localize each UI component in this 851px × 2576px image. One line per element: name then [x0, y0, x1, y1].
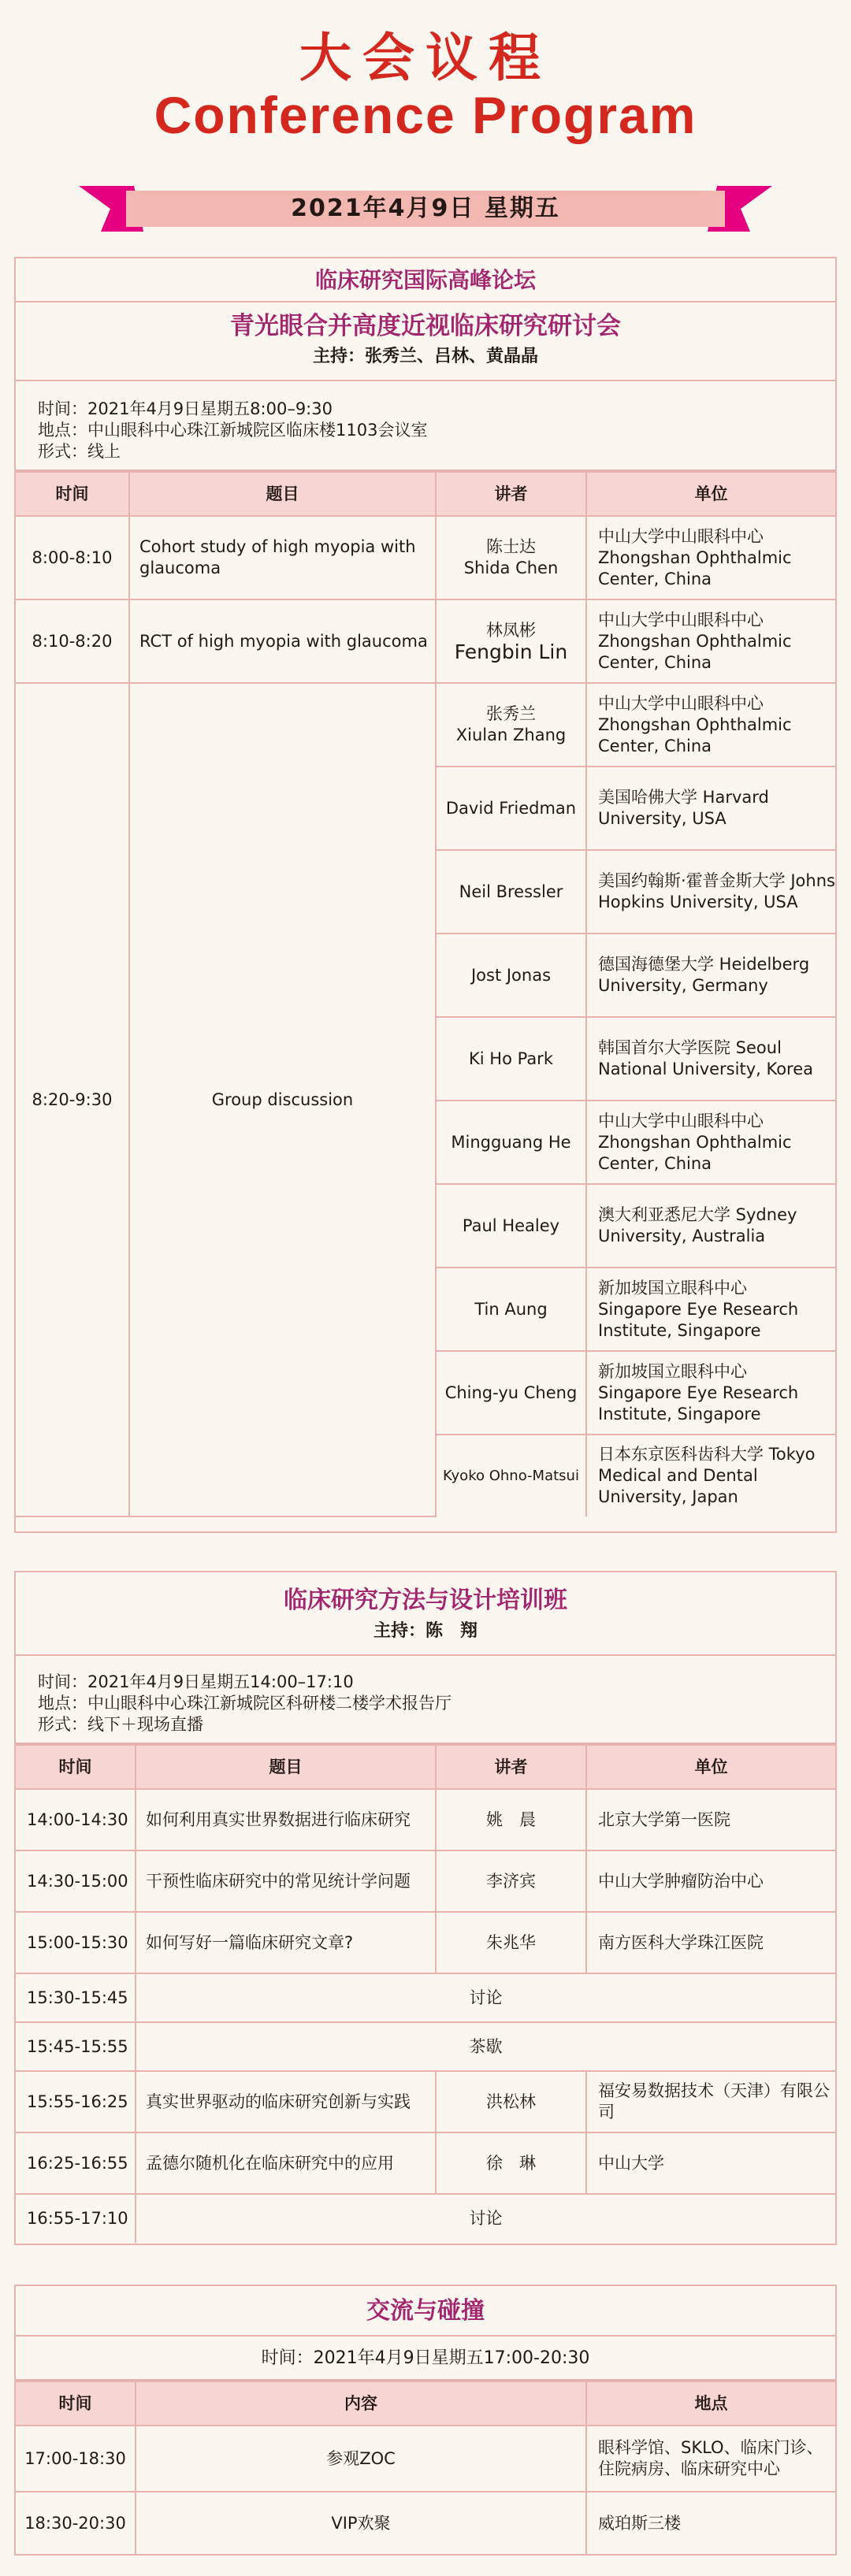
row-speaker: 姚 晨 [436, 1789, 586, 1850]
col-content: 内容 [136, 2381, 586, 2426]
table-row [16, 599, 835, 683]
row-unit: 日本东京医科齿科大学 Tokyo Medical and Dental University, Japan [586, 1435, 835, 1516]
row-unit: 福安易数据技术（天津）有限公司 [586, 2071, 835, 2132]
row-unit: 中山大学 [586, 2132, 835, 2194]
row-speaker: Ki Ho Park [436, 1017, 586, 1101]
row-unit: 韩国首尔大学医院 Seoul National University, Korea [586, 1017, 835, 1101]
course-heading [16, 1572, 835, 1656]
row-activity: 讨论 [136, 2194, 835, 2243]
row-speaker: Jost Jonas [436, 934, 586, 1017]
row-unit: 美国约翰斯·霍普金斯大学 Johns Hopkins University, USA [586, 850, 835, 934]
group-time: 8:20-9:30 [16, 683, 129, 1516]
row-unit: 中山大学中山眼科中心 Zhongshan Ophthalmic Center, China [586, 683, 835, 766]
row-content: VIP欢聚 [136, 2492, 586, 2555]
row-speaker: Tin Aung [436, 1268, 586, 1351]
row-time: 17:00-18:30 [16, 2426, 136, 2492]
row-speaker: 徐 琳 [436, 2132, 586, 2194]
course-format: 形式：线下＋现场直播 [38, 1715, 203, 1734]
row-time: 8:10-8:20 [16, 599, 129, 683]
speaker-name-en: Shida Chen [463, 559, 559, 577]
forum-title: 临床研究国际高峰论坛 [16, 258, 835, 303]
table-header-row [16, 1745, 835, 1789]
row-time: 8:00-8:10 [16, 516, 129, 599]
table-row [16, 683, 835, 766]
row-unit: 中山大学中山眼科中心 Zhongshan Ophthalmic Center, China [586, 1101, 835, 1184]
table-header-row [16, 472, 835, 516]
speaker-name-en: Fengbin Lin [454, 640, 568, 663]
session-info [16, 381, 835, 471]
session-format: 形式：线上 [38, 442, 121, 461]
date-ribbon [79, 186, 772, 232]
row-unit: 澳大利亚悉尼大学 Sydney University, Australia [586, 1184, 835, 1268]
row-speaker: 李济宾 [436, 1850, 586, 1912]
row-time: 16:55-17:10 [16, 2194, 136, 2243]
row-topic: 孟德尔随机化在临床研究中的应用 [136, 2132, 436, 2194]
table-row [16, 2492, 835, 2555]
session-time: 时间：2021年4月9日星期五8:00–9:30 [38, 399, 333, 418]
page-header [0, 0, 851, 244]
course-host: 主持：陈 翔 [373, 1621, 478, 1641]
row-place: 威珀斯三楼 [586, 2492, 835, 2555]
row-speaker: Neil Bressler [436, 850, 586, 934]
row-unit: 中山大学肿瘤防治中心 [586, 1850, 835, 1912]
session-title: 青光眼合并高度近视临床研究研讨会 [230, 312, 621, 340]
course-time: 时间：2021年4月9日星期五14:00–17:10 [38, 1672, 354, 1691]
row-topic: Cohort study of high myopia with glaucoma [129, 516, 436, 599]
networking-title: 交流与碰撞 [16, 2286, 835, 2337]
conference-date: 2021年4月9日 星期五 [291, 195, 560, 222]
row-topic: 干预性临床研究中的常见统计学问题 [136, 1850, 436, 1912]
row-speaker: 洪松林 [436, 2071, 586, 2132]
section-networking [14, 2285, 837, 2556]
col-speaker: 讲者 [436, 472, 586, 516]
row-content: 参观ZOC [136, 2426, 586, 2492]
table-row [16, 2132, 835, 2194]
row-activity: 讨论 [136, 1973, 835, 2022]
col-unit: 单位 [586, 472, 835, 516]
table-row [16, 1789, 835, 1850]
row-time: 15:00-15:30 [16, 1912, 136, 1973]
row-topic: 真实世界驱动的临床研究创新与实践 [136, 2071, 436, 2132]
row-speaker [436, 683, 586, 766]
table-row [16, 2426, 835, 2492]
row-speaker: Mingguang He [436, 1101, 586, 1184]
col-topic: 题目 [136, 1745, 436, 1789]
speaker-name-cn: 陈士达 [486, 537, 536, 556]
row-unit: 德国海德堡大学 Heidelberg University, Germany [586, 934, 835, 1017]
table-row [16, 2071, 835, 2132]
section-international-forum [14, 257, 837, 1533]
table-header-row [16, 2381, 835, 2426]
row-speaker: 朱兆华 [436, 1912, 586, 1973]
forum-schedule-table [16, 471, 835, 1517]
row-topic: 如何写好一篇临床研究文章? [136, 1912, 436, 1973]
row-time: 18:30-20:30 [16, 2492, 136, 2555]
row-topic: RCT of high myopia with glaucoma [129, 599, 436, 683]
row-time: 14:30-15:00 [16, 1850, 136, 1912]
table-row [16, 516, 835, 599]
session-place: 地点：中山眼科中心珠江新城院区临床楼1103会议室 [38, 421, 428, 440]
table-row [16, 1850, 835, 1912]
row-unit: 北京大学第一医院 [586, 1789, 835, 1850]
table-row [16, 1973, 835, 2022]
row-unit: 美国哈佛大学 Harvard University, USA [586, 766, 835, 850]
speaker-name-cn: 张秀兰 [486, 704, 536, 723]
row-time: 15:30-15:45 [16, 1973, 136, 2022]
speaker-name-en: Xiulan Zhang [455, 726, 567, 744]
col-place: 地点 [586, 2381, 835, 2426]
row-unit: 中山大学中山眼科中心 Zhongshan Ophthalmic Center, China [586, 516, 835, 599]
row-unit: 中山大学中山眼科中心 Zhongshan Ophthalmic Center, China [586, 599, 835, 683]
course-info [16, 1656, 835, 1744]
col-speaker: 讲者 [436, 1745, 586, 1789]
col-unit: 单位 [586, 1745, 835, 1789]
section-training-course [14, 1571, 837, 2245]
networking-time: 时间：2021年4月9日星期五17:00-20:30 [16, 2337, 835, 2381]
row-unit: 新加坡国立眼科中心 Singapore Eye Research Institute, Singapore [586, 1351, 835, 1435]
col-time: 时间 [16, 1745, 136, 1789]
row-speaker [436, 599, 586, 683]
row-speaker: David Friedman [436, 766, 586, 850]
course-title: 临床研究方法与设计培训班 [284, 1587, 567, 1614]
group-topic: Group discussion [129, 683, 436, 1516]
course-place: 地点：中山眼科中心珠江新城院区科研楼二楼学术报告厅 [38, 1694, 452, 1713]
page-title-en: Conference Program [154, 86, 697, 144]
table-row [16, 2022, 835, 2071]
page-title-cn: 大会议程 [299, 28, 552, 88]
row-speaker: Kyoko Ohno-Matsui [436, 1435, 586, 1516]
col-time: 时间 [16, 2381, 136, 2426]
session-heading [16, 303, 835, 381]
row-speaker: Paul Healey [436, 1184, 586, 1268]
col-time: 时间 [16, 472, 129, 516]
row-unit: 南方医科大学珠江医院 [586, 1912, 835, 1973]
row-topic: 如何利用真实世界数据进行临床研究 [136, 1789, 436, 1850]
row-activity: 茶歇 [136, 2022, 835, 2071]
row-unit: 新加坡国立眼科中心 Singapore Eye Research Institute, Singapore [586, 1268, 835, 1351]
networking-table [16, 2381, 835, 2555]
session-host: 主持：张秀兰、吕林、黄晶晶 [312, 347, 538, 366]
col-topic: 题目 [129, 472, 436, 516]
course-schedule-table [16, 1744, 835, 2243]
table-row [16, 2194, 835, 2243]
row-speaker [436, 516, 586, 599]
row-time: 15:55-16:25 [16, 2071, 136, 2132]
row-time: 16:25-16:55 [16, 2132, 136, 2194]
row-speaker: Ching-yu Cheng [436, 1351, 586, 1435]
row-place: 眼科学馆、SKLO、临床门诊、住院病房、临床研究中心 [586, 2426, 835, 2492]
row-time: 15:45-15:55 [16, 2022, 136, 2071]
speaker-name-cn: 林凤彬 [486, 621, 536, 640]
table-row [16, 1912, 835, 1973]
row-time: 14:00-14:30 [16, 1789, 136, 1850]
